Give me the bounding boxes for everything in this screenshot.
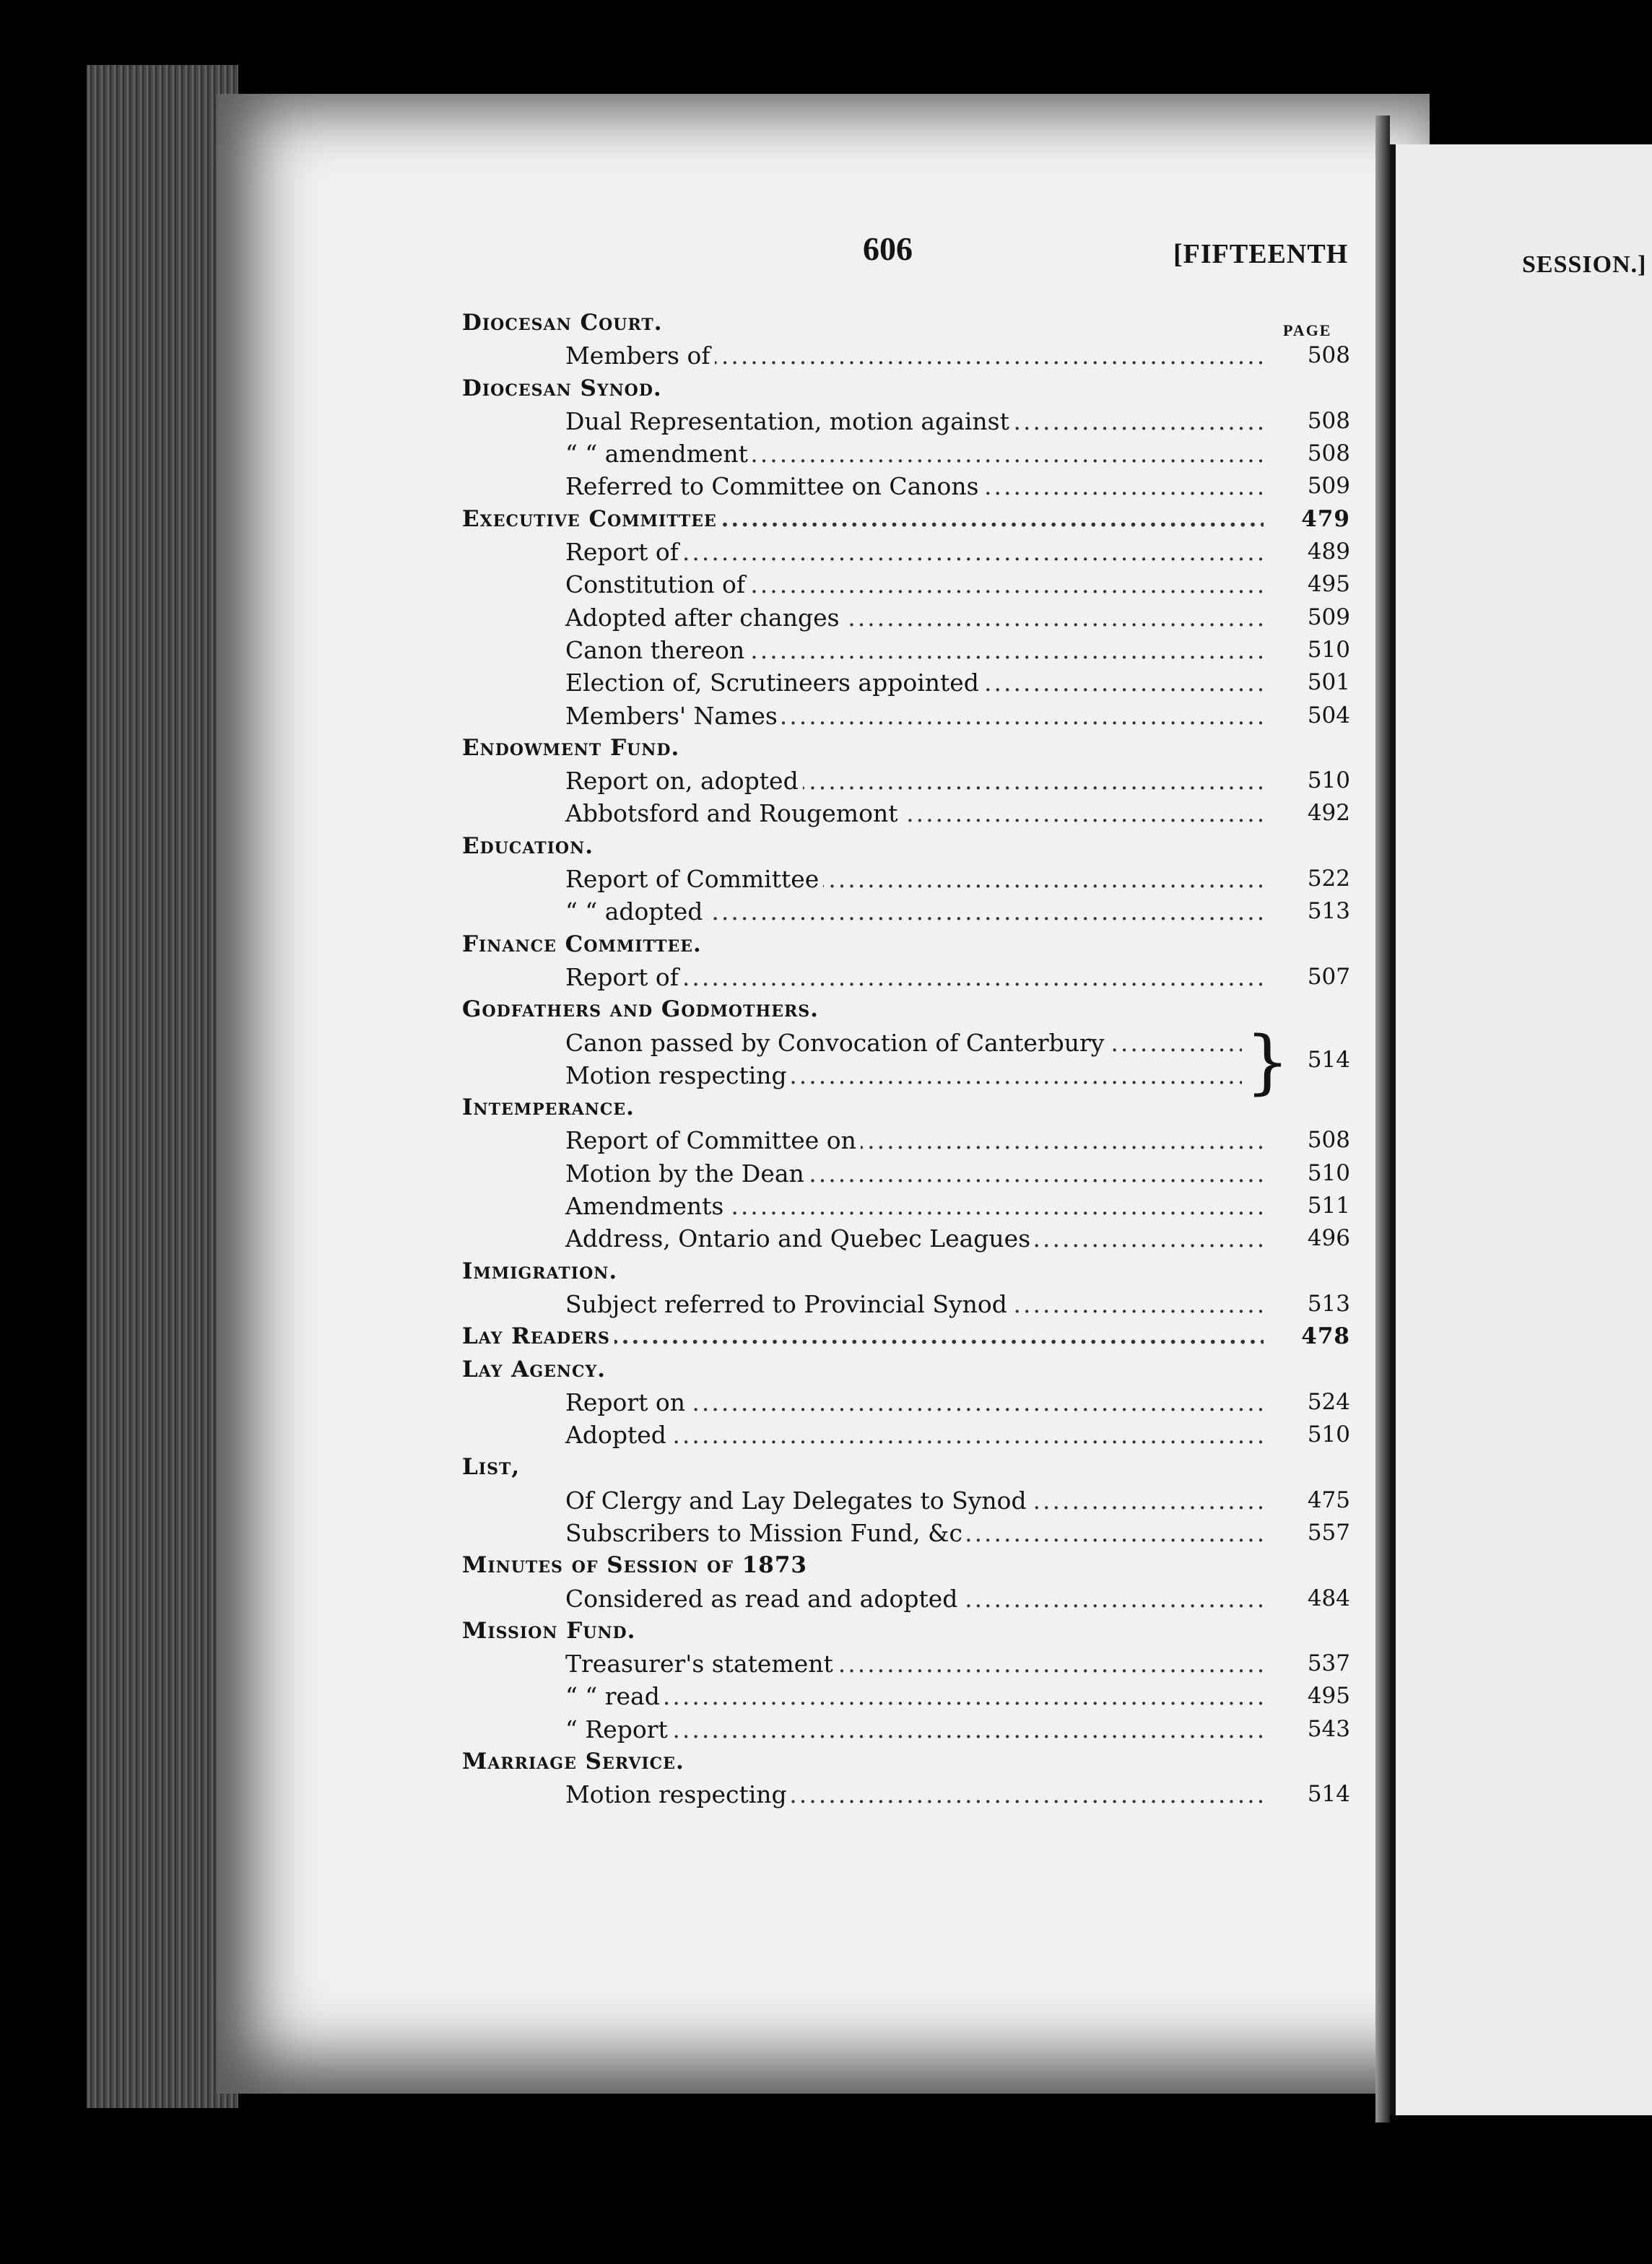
heading-text: Lay Readers [462, 1323, 614, 1349]
page-reference: 510 [1285, 765, 1350, 797]
page-reference: 509 [1285, 601, 1350, 634]
index-heading [462, 307, 1350, 339]
entry-text: Constitution of [565, 570, 749, 598]
page-reference: 510 [1285, 1419, 1350, 1451]
page-reference: 510 [1285, 634, 1350, 666]
entry-text: Of Clergy and Lay Delegates to Synod [565, 1486, 1031, 1515]
page-reference: 496 [1285, 1222, 1350, 1255]
page-reference: 508 [1285, 405, 1350, 437]
entry-text: Report of [565, 963, 683, 991]
entry-text: Abbotsford and Rougemont [565, 799, 902, 827]
index-entry [462, 1419, 1350, 1451]
heading-text: Minutes of Session of 1873 [462, 1552, 812, 1578]
entry-text: “ “ read [565, 1682, 664, 1710]
index-entry [462, 634, 1350, 666]
heading-text: Finance Committee. [462, 931, 706, 957]
page-reference: 509 [1285, 470, 1350, 502]
entry-text: Election of, Scrutineers appointed [565, 669, 983, 697]
entry-text: Dual Representation, motion against [565, 407, 1014, 435]
index-entry [462, 1124, 1350, 1157]
index-heading [462, 1451, 1350, 1484]
heading-text: Diocesan Synod. [462, 375, 666, 401]
index-entry [462, 666, 1350, 699]
entry-text: “ “ amendment [565, 440, 752, 468]
grouping-brace: } [1245, 1021, 1290, 1102]
entry-text: Adopted [565, 1421, 671, 1449]
index-entry [462, 1647, 1350, 1680]
heading-text: Endowment Fund. [462, 735, 684, 761]
entry-text: Report of Committee [565, 865, 823, 893]
page-reference: 511 [1285, 1190, 1350, 1222]
page-reference: 557 [1285, 1517, 1350, 1549]
index-entry [462, 1386, 1350, 1419]
page-reference: 475 [1285, 1484, 1350, 1517]
right-page [1390, 144, 1652, 2115]
entry-text: Considered as read and adopted [565, 1585, 962, 1613]
index-heading [462, 1615, 1350, 1647]
index-entry [462, 1059, 1350, 1092]
index-entry [462, 765, 1350, 797]
entry-text: Adopted after changes [565, 604, 844, 632]
page-reference: 492 [1285, 797, 1350, 830]
index-entry [462, 339, 1350, 372]
entry-text: Canon passed by Convocation of Canterbury [565, 1029, 1108, 1057]
entry-text: Treasurer's statement [565, 1650, 838, 1678]
heading-text: Marriage Service. [462, 1749, 689, 1775]
index-heading [462, 1092, 1350, 1124]
index-heading [462, 830, 1350, 863]
index-entry [462, 1680, 1350, 1712]
index-heading [462, 1255, 1350, 1288]
page-reference: 484 [1285, 1582, 1350, 1615]
entry-text: Report on [565, 1388, 690, 1416]
index-heading [462, 1549, 1350, 1582]
entry-text: Motion by the Dean [565, 1159, 809, 1188]
index-heading [462, 732, 1350, 765]
entry-text: Report of [565, 538, 683, 566]
page-reference: 510 [1285, 1157, 1350, 1190]
index-entry [462, 568, 1350, 601]
page-edges [87, 65, 238, 2108]
index-entry [462, 1190, 1350, 1222]
page-reference: 507 [1285, 961, 1350, 993]
page-reference: 524 [1285, 1386, 1350, 1419]
dot-leader [565, 1680, 1264, 1712]
heading-text: Education. [462, 833, 598, 859]
page-reference: 513 [1285, 1288, 1350, 1320]
entry-text: Motion respecting [565, 1061, 791, 1089]
index-heading [462, 1746, 1350, 1778]
index-entry [462, 1157, 1350, 1190]
index-heading [462, 503, 1350, 536]
index-entry [462, 1288, 1350, 1320]
page-reference: 514 [1285, 1778, 1350, 1811]
heading-text: Godfathers and Godmothers. [462, 996, 823, 1022]
index-entry [462, 405, 1350, 437]
index-entry [462, 700, 1350, 732]
book-gutter [1375, 116, 1390, 2122]
heading-text: List, [462, 1454, 524, 1480]
entry-text: “ “ adopted [565, 897, 707, 926]
entry-text: Report on, adopted [565, 767, 803, 795]
index-entry [462, 470, 1350, 502]
entry-text: Address, Ontario and Quebec Leagues [565, 1224, 1035, 1253]
index-list [462, 307, 1350, 1811]
page-reference: 543 [1285, 1713, 1350, 1746]
page-reference: 522 [1285, 863, 1350, 895]
heading-text: Diocesan Court. [462, 310, 667, 336]
entry-text: “ Report [565, 1715, 672, 1743]
page-reference: 501 [1285, 666, 1350, 699]
heading-text: Executive Committee [462, 506, 721, 532]
entry-text: Referred to Committee on Canons [565, 472, 983, 500]
index-entry [462, 863, 1350, 895]
entry-text: Subscribers to Mission Fund, &c [565, 1519, 967, 1547]
index-entry [462, 961, 1350, 993]
entry-text: Members of [565, 341, 715, 370]
index-entry [462, 1484, 1350, 1517]
entry-text: Members' Names [565, 702, 782, 730]
running-head: [FIFTEENTH [1173, 239, 1349, 269]
page-reference: 537 [1285, 1647, 1350, 1680]
page-reference: 489 [1285, 536, 1350, 568]
heading-text: Lay Agency. [462, 1357, 610, 1383]
page-reference: 479 [1285, 503, 1350, 536]
page-reference: 495 [1285, 1680, 1350, 1712]
facing-running-head: SESSION.] [1522, 251, 1647, 278]
page-reference: 478 [1285, 1320, 1350, 1353]
heading-text: Intemperance. [462, 1094, 639, 1120]
index-entry [462, 1517, 1350, 1549]
index-entry [462, 601, 1350, 634]
heading-text: Immigration. [462, 1258, 622, 1284]
index-entry [462, 536, 1350, 568]
heading-text: Mission Fund. [462, 1618, 640, 1644]
page-number: 606 [863, 230, 913, 267]
index-heading [462, 373, 1350, 405]
page-reference: 513 [1285, 895, 1350, 928]
page-reference: 508 [1285, 437, 1350, 470]
page-reference: 504 [1285, 700, 1350, 732]
index-entry [462, 1222, 1350, 1255]
index-entry [462, 797, 1350, 830]
index-entry [462, 895, 1350, 928]
index-heading [462, 1320, 1350, 1353]
page-reference: 508 [1285, 339, 1350, 372]
entry-text: Amendments [565, 1192, 728, 1220]
index-entry [462, 1778, 1350, 1811]
index-heading [462, 928, 1350, 961]
page-reference: 514 [1307, 1046, 1350, 1073]
index-entry [462, 1582, 1350, 1615]
entry-text: Report of Committee on [565, 1126, 861, 1154]
page-column-label: PAGE [1283, 321, 1332, 339]
index-entry [462, 437, 1350, 470]
entry-text: Canon thereon [565, 636, 749, 664]
index-entry [462, 1713, 1350, 1746]
index-heading [462, 1354, 1350, 1386]
index-heading [462, 993, 1350, 1026]
page-reference: 495 [1285, 568, 1350, 601]
page-reference: 508 [1285, 1124, 1350, 1157]
entry-text: Motion respecting [565, 1780, 791, 1808]
entry-text: Subject referred to Provincial Synod [565, 1290, 1012, 1318]
